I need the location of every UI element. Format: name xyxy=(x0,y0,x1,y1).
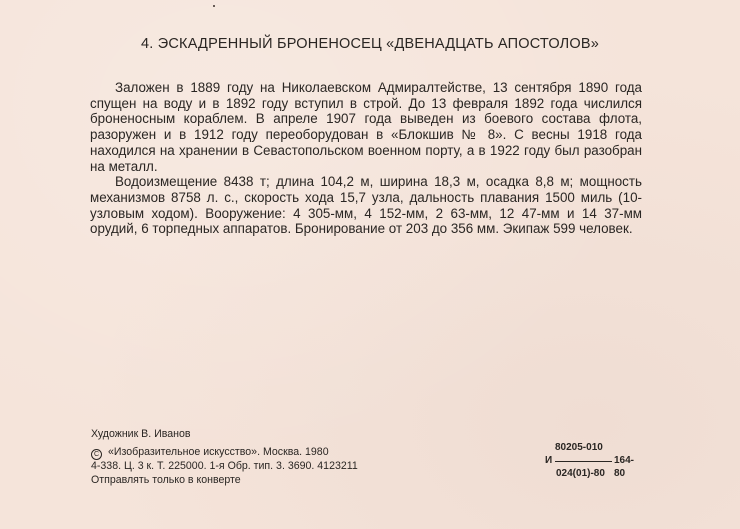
artist-credit: Художник В. Иванов xyxy=(91,428,191,440)
mailing-note: Отправлять только в конверте xyxy=(91,473,241,486)
catalog-code-rule xyxy=(555,461,612,462)
catalog-code-prefix: И xyxy=(545,455,553,466)
description-text xyxy=(90,80,642,237)
page-title: 4. ЭСКАДРЕННЫЙ БРОНЕНОСЕЦ «ДВЕНАДЦАТЬ АПОСТОЛОВ» xyxy=(141,36,599,52)
catalog-code-line3: 024(01)-80 xyxy=(556,468,605,479)
catalog-code-line1: 80205-010 xyxy=(555,442,603,453)
paper-speck xyxy=(213,5,215,7)
catalog-code-suffix: 164-80 xyxy=(614,455,635,479)
specs-paragraph: Водоизмещение 8438 т; длина 104,2 м, ширина 18,3 м, осадка 8,8 м; мощность механизмов 8758 л. с., скорость хода 15,7 узла, дальность плавания 1500 миль (10-узловым ходом). Вооружение: 4 305-мм, 4 152-мм, 2 63-мм, 12 47-мм и 14 37-мм орудий, 6 торпедных аппаратов. Бронирование от 203 до 356 мм. Экипаж 599 человек. xyxy=(90,174,642,237)
publisher-text: «Изобразительное искусство». Москва. 1980 xyxy=(108,446,329,459)
catalog-code xyxy=(543,441,635,480)
history-paragraph: Заложен в 1889 году на Николаевском Адмиралтействе, 13 сентября 1890 года спущен на воду и в 1892 году вступил в строй. До 13 февраля 1892 года числился броненосным кораблем. В апреле 1907 года выведен из боевого состава флота, разоружен и в 1912 году переоборудован в «Блокшив № 8». С весны 1918 года находился на хранении в Севастопольском военном порту, а в 1922 году был разобран на металл. xyxy=(90,80,642,174)
credits-block xyxy=(91,428,358,487)
print-info: 4-338. Ц. 3 к. Т. 225000. 1-я Обр. тип. 3. 3690. 4123211 xyxy=(91,460,358,473)
copyright-icon: C xyxy=(91,449,102,460)
publisher-line xyxy=(91,446,358,460)
